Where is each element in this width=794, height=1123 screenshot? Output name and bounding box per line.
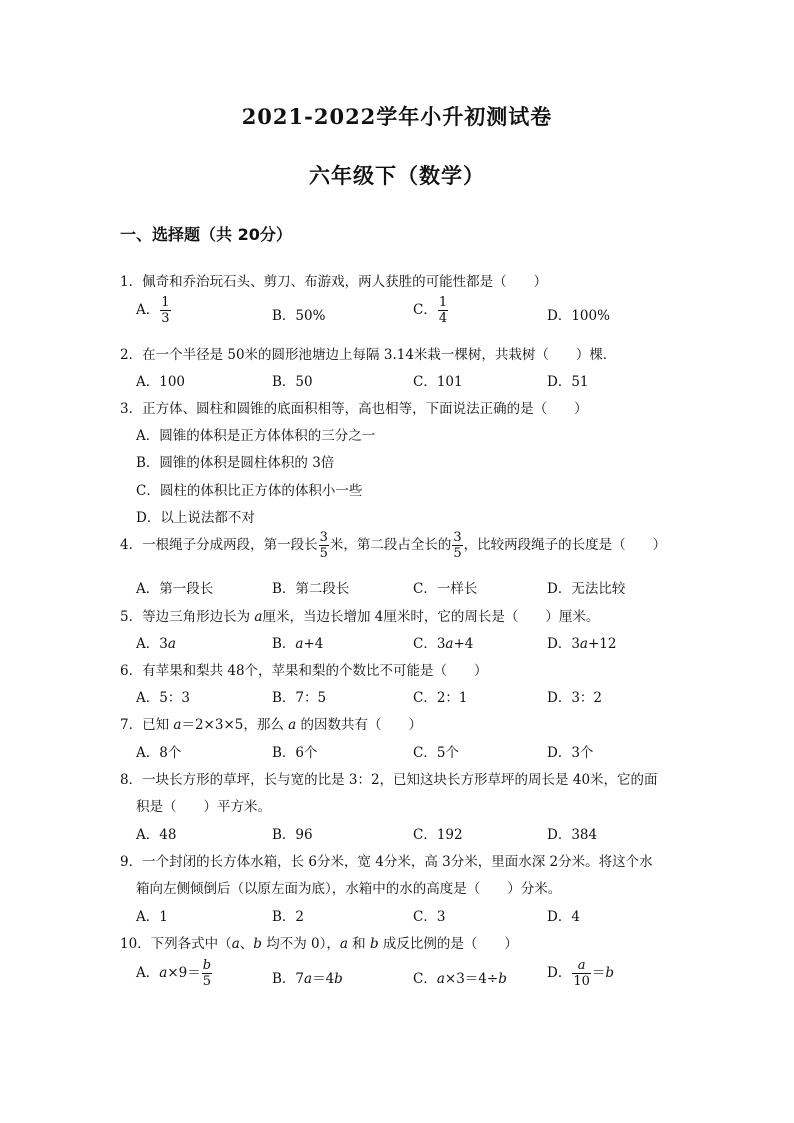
question-4-option-b: B．第二段长 <box>272 581 350 597</box>
question-10-option-d: D． $\frac{a}{10}$ ＝b <box>547 958 615 989</box>
question-7-stem: 7．已知 a＝2×3×5，那么 a 的因数共有（ ） <box>120 717 422 733</box>
question-9-stem-line-1: 9．一个封闭的长方体水箱，长 6分米，宽 4分米，高 3分米，里面水深 2分米。将这个水 <box>120 854 653 870</box>
question-7-option-c: C．5个 <box>413 745 459 761</box>
question-5-option-d: D．3a+12 <box>547 636 617 652</box>
question-6-stem: 6．有苹果和梨共 48个，苹果和梨的个数比不可能是（ ） <box>120 663 488 679</box>
question-4-stem: 4．一根绳子分成两段，第一段长 $\frac{3}{5}$ 米，第二段占全长的 $\frac{3}{5}$ ，比较两段绳子的长度是（ ） <box>120 530 667 561</box>
question-8-stem-line-1: 8．一块长方形的草坪，长与宽的比是 3：2，已知这块长方形草坪的周长是 40米，它的面 <box>120 772 658 788</box>
question-2-option-a: A．100 <box>136 374 186 390</box>
fraction: $\frac{b}{5}$ <box>202 958 212 989</box>
question-6-option-c: C．2：1 <box>413 690 468 706</box>
question-10-option-a: A．a×9＝ $\frac{b}{5}$ <box>136 958 212 989</box>
fraction: $\frac{3}{5}$ <box>453 530 462 561</box>
question-7-option-d: D．3个 <box>547 745 594 761</box>
fraction: $\frac{1}{3}$ <box>161 295 170 326</box>
question-4-option-c: C．一样长 <box>413 581 478 597</box>
section-heading: 一、选择题（共 20分） <box>120 225 292 244</box>
question-9-option-d: D．4 <box>547 909 580 925</box>
question-1-option-d: D．100% <box>547 308 610 324</box>
fraction: $\frac{3}{5}$ <box>319 530 328 561</box>
question-2-option-c: C．101 <box>413 374 463 390</box>
question-10-stem: 10．下列各式中（a、b 均不为 0），a 和 b 成反比例的是（ ） <box>120 936 518 952</box>
question-9-option-b: B．2 <box>272 909 305 925</box>
question-3-option-c: C．圆柱的体积比正方体的体积小一些 <box>136 483 363 499</box>
question-5-option-c: C．3a+4 <box>413 636 474 652</box>
question-3-option-d: D．以上说法都不对 <box>136 510 255 526</box>
question-3-option-a: A．圆锥的体积是正方体体积的三分之一 <box>136 428 376 444</box>
question-5-stem: 5．等边三角形边长为 a厘米，当边长增加 4厘米时，它的周长是（ ）厘米。 <box>120 609 600 625</box>
question-8-option-b: B．96 <box>272 827 313 843</box>
fraction: $\frac{1}{4}$ <box>438 295 448 326</box>
question-4-option-d: D．无法比较 <box>547 581 626 597</box>
question-8-option-a: A．48 <box>136 827 177 843</box>
question-5-option-b: B．a+4 <box>272 636 324 652</box>
fraction: $\frac{a}{10}$ <box>573 958 590 989</box>
question-5-option-a: A．3a <box>136 636 176 652</box>
exam-subtitle: 六年级下（数学） <box>309 163 485 188</box>
question-8-stem-line-2: 积是（ ）平方米。 <box>136 799 271 815</box>
question-1-option-c: C． $\frac{1}{4}$ <box>413 295 448 326</box>
question-9-option-a: A．1 <box>136 909 168 925</box>
question-1-option-a: A． $\frac{1}{3}$ <box>136 295 170 326</box>
question-10-option-c: C．a×3＝4÷b <box>413 971 507 987</box>
question-6-option-d: D．3：2 <box>547 690 603 706</box>
question-1-option-b: B．50% <box>272 308 326 324</box>
question-8-option-c: C．192 <box>413 827 463 843</box>
question-6-option-a: A．5：3 <box>136 690 190 706</box>
question-1-stem: 1．佩奇和乔治玩石头、剪刀、布游戏，两人获胜的可能性都是（ ） <box>120 274 548 290</box>
exam-title: 2021-2022学年小升初测试卷 <box>241 104 553 129</box>
question-4-option-a: A．第一段长 <box>136 581 214 597</box>
question-3-option-b: B．圆锥的体积是圆柱体积的 3倍 <box>136 455 335 471</box>
question-7-option-a: A．8个 <box>136 745 182 761</box>
question-7-option-b: B．6个 <box>272 745 318 761</box>
question-10-option-b: B．7a＝4b <box>272 971 343 987</box>
question-6-option-b: B．7：5 <box>272 690 327 706</box>
question-2-stem: 2．在一个半径是 50米的圆形池塘边上每隔 3.14米栽一棵树，共栽树（ ）棵． <box>120 347 617 363</box>
question-2-option-b: B．50 <box>272 374 313 390</box>
question-9-stem-line-2: 箱向左侧倾倒后（以原左面为底），水箱中的水的高度是（ ）分米。 <box>136 881 562 897</box>
question-9-option-c: C．3 <box>413 909 446 925</box>
question-2-option-d: D．51 <box>547 374 589 390</box>
question-3-stem: 3．正方体、圆柱和圆锥的底面积相等，高也相等，下面说法正确的是（ ） <box>120 401 588 417</box>
question-8-option-d: D．384 <box>547 827 598 843</box>
